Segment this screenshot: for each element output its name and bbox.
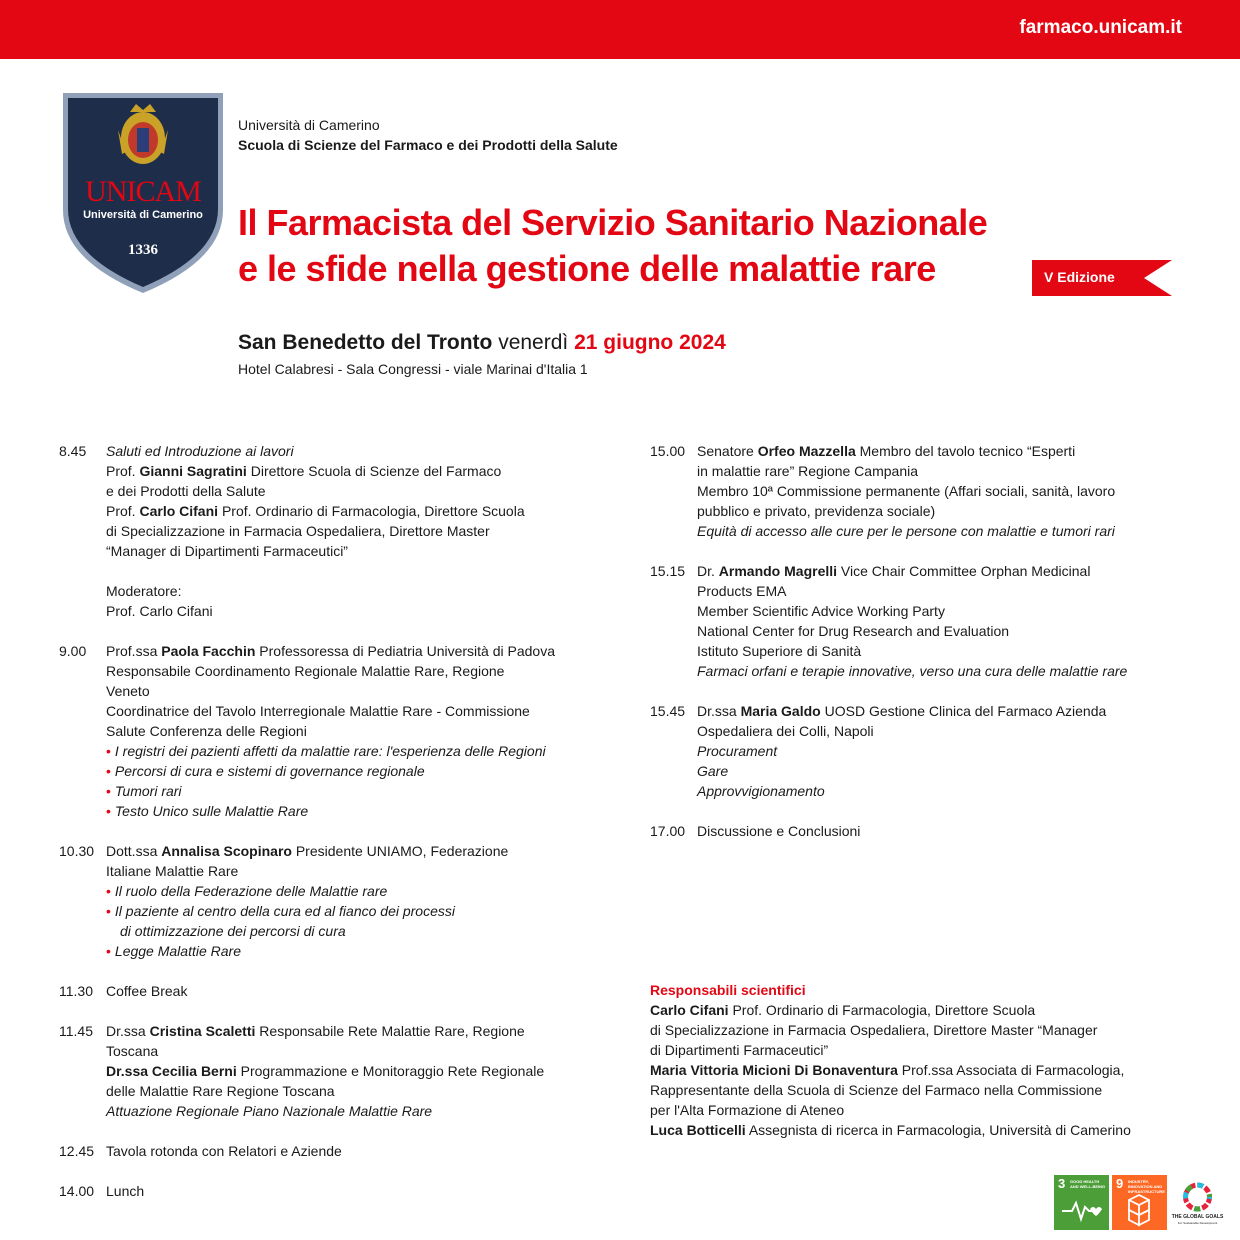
speaker-line: Dr. Armando Magrelli Vice Chair Committee Orphan Medicinal (697, 563, 1091, 579)
speaker-role: “Manager di Dipartimenti Farmaceutici” (106, 543, 348, 559)
speaker-line: Prof.ssa Paola Facchin Professoressa di Pediatria Università di Padova (106, 643, 555, 659)
program-item (59, 441, 599, 621)
program-item (59, 981, 599, 1001)
speaker-role: di Specializzazione in Farmacia Ospedaliera, Direttore Master (106, 523, 490, 539)
speaker-name: Dr.ssa Cecilia Berni (106, 1063, 237, 1079)
logo-year: 1336 (128, 242, 158, 258)
heartbeat-icon (1054, 1175, 1109, 1230)
edition-ribbon (1032, 260, 1172, 296)
committee-member-role: di Specializzazione in Farmacia Ospedaliera, Direttore Master “Manager (650, 1022, 1098, 1038)
program-time: 10.30 (59, 843, 95, 859)
topic-bullet: • Percorsi di cura e sistemi di governance regionale (106, 763, 425, 779)
speaker-name: Gianni Sagratini (139, 463, 247, 479)
speaker-line: Prof. Carlo Cifani Prof. Ordinario di Farmacologia, Direttore Scuola (106, 503, 525, 519)
topic-bullet: • Il ruolo della Federazione delle Malattie rare (106, 883, 388, 899)
edition-label: V Edizione (1044, 269, 1115, 285)
global-goals-badge (1170, 1175, 1225, 1230)
speaker-line: Prof. Gianni Sagratini Direttore Scuola di Scienze del Farmaco (106, 463, 502, 479)
speaker-role: Member Scientific Advice Working Party (697, 603, 945, 619)
title-line-2: e le sfide nella gestione delle malattie rare (238, 248, 936, 289)
site-link[interactable]: farmaco.unicam.it (1019, 17, 1182, 38)
speaker-name: Armando Magrelli (718, 563, 838, 579)
committee-member-role: Rappresentante della Scuola di Scienze del Farmaco nella Commissione (650, 1082, 1103, 1098)
speaker-role: e dei Prodotti della Salute (106, 483, 266, 499)
program-time: 8.45 (59, 443, 87, 459)
committee-member: Luca Botticelli Assegnista di ricerca in Farmacologia, Università di Camerino (650, 1122, 1131, 1138)
speaker-line: Dr.ssa Maria Galdo UOSD Gestione Clinica del Farmaco Azienda (697, 703, 1107, 719)
speaker-role: delle Malattie Rare Regione Toscana (106, 1083, 335, 1099)
sdg-9-badge (1112, 1175, 1167, 1230)
speaker-name: Annalisa Scopinaro (161, 843, 292, 859)
speaker-role: Products EMA (697, 583, 787, 599)
committee-member: Carlo Cifani Prof. Ordinario di Farmacologia, Direttore Scuola (650, 1002, 1036, 1018)
session-topic: Procurament (697, 743, 778, 759)
speaker-role: Salute Conferenza delle Regioni (106, 723, 307, 739)
sdg-badges (1054, 1175, 1225, 1230)
logo-subtitle: Università di Camerino (83, 209, 203, 221)
program-time: 17.00 (650, 823, 686, 839)
program-text: Discussione e Conclusioni (697, 823, 861, 839)
topic-bullet: • I registri dei pazienti affetti da malattie rare: l'esperienza delle Regioni (106, 743, 546, 759)
session-topic: Attuazione Regionale Piano Nazionale Malattie Rare (106, 1103, 433, 1119)
school-name: Scuola di Scienze del Farmaco e dei Prodotti della Salute (238, 137, 618, 153)
program-right-column (650, 441, 1190, 861)
sdg-label: GOOD HEALTH AND WELL-BEING (1070, 1179, 1106, 1189)
event-date: 21 giugno 2024 (574, 331, 726, 354)
committee-title: Responsabili scientifici (650, 982, 806, 998)
session-topic: Farmaci orfani e terapie innovative, verso una cura delle malattie rare (697, 663, 1128, 679)
program-item (59, 1141, 599, 1161)
topic-bullet: • Testo Unico sulle Malattie Rare (106, 803, 309, 819)
program-item (59, 641, 599, 821)
topic-bullet: • Legge Malattie Rare (106, 943, 241, 959)
program-item (650, 441, 1190, 541)
speaker-line: Senatore Orfeo Mazzella Membro del tavolo tecnico “Esperti (697, 443, 1076, 459)
moderator-name: Prof. Carlo Cifani (106, 603, 213, 619)
committee-member-role: per l'Alta Formazione di Ateneo (650, 1102, 845, 1118)
speaker-role: Coordinatrice del Tavolo Interregionale Malattie Rare - Commissione (106, 703, 530, 719)
sdg-number: 3 (1058, 1176, 1066, 1191)
program-item (650, 561, 1190, 681)
program-left-column (59, 441, 599, 1221)
logo-wordmark: UNICAM (85, 175, 201, 208)
weekday: venerdì (498, 331, 569, 354)
speaker-role: National Center for Drug Research and Evaluation (697, 623, 1010, 639)
session-topic: Equità di accesso alle cure per le persone con malattie e tumori rari (697, 523, 1115, 539)
event-title (238, 200, 987, 292)
speaker-name: Paola Facchin (161, 643, 256, 659)
program-time: 12.45 (59, 1143, 95, 1159)
program-time: 9.00 (59, 643, 87, 659)
venue: Hotel Calabresi - Sala Congressi - viale Marinai d'Italia 1 (238, 361, 588, 377)
speaker-role: Veneto (106, 683, 150, 699)
program-time: 14.00 (59, 1183, 95, 1199)
speaker-name: Cristina Scaletti (149, 1023, 256, 1039)
speaker-role: Istituto Superiore di Sanità (697, 643, 862, 659)
global-goals-label: THE GLOBAL GOALS (1171, 1214, 1224, 1220)
speaker-name: Orfeo Mazzella (757, 443, 856, 459)
speaker-line: Dr.ssa Cristina Scaletti Responsabile Rete Malattie Rare, Regione (106, 1023, 525, 1039)
university-name: Università di Camerino (238, 117, 380, 133)
program-time: 11.30 (59, 983, 93, 999)
global-goals-sublabel: For Sustainable Development (1177, 1221, 1218, 1225)
speaker-name: Carlo Cifani (139, 503, 219, 519)
committee-member-role: di Dipartimenti Farmaceutici” (650, 1042, 829, 1058)
program-item (59, 1021, 599, 1121)
speaker-role: pubblico e privato, previdenza sociale) (697, 503, 936, 519)
program-item (650, 701, 1190, 801)
speaker-role: Responsabile Coordinamento Regionale Malattie Rare, Regione (106, 663, 505, 679)
program-text: Tavola rotonda con Relatori e Aziende (106, 1143, 342, 1159)
speaker-line: Dr.ssa Cecilia Berni Programmazione e Monitoraggio Rete Regionale (106, 1063, 545, 1079)
speaker-role: Ospedaliera dei Colli, Napoli (697, 723, 874, 739)
speaker-role: Italiane Malattie Rare (106, 863, 239, 879)
topic-bullet: • Tumori rari (106, 783, 182, 799)
program-time: 15.45 (650, 703, 686, 719)
speaker-name: Maria Galdo (740, 703, 821, 719)
speaker-role: Toscana (106, 1043, 159, 1059)
top-bar (0, 0, 1240, 59)
moderator-label: Moderatore: (106, 583, 182, 599)
sdg-number: 9 (1116, 1176, 1124, 1191)
session-topic: Approvvigionamento (697, 783, 825, 799)
sdg-label: INDUSTRY, INNOVATION AND INFRASTRUCTURE (1128, 1179, 1165, 1194)
unicam-logo (60, 90, 226, 296)
topic-bullet: • Il paziente al centro della cura ed al fianco dei processi (106, 903, 455, 919)
place-date-line (238, 331, 726, 355)
scientific-committee (650, 980, 1131, 1140)
cubes-icon (1112, 1175, 1167, 1230)
program-text: Lunch (106, 1183, 145, 1199)
sdg-3-badge (1054, 1175, 1109, 1230)
program-time: 11.45 (59, 1023, 93, 1039)
committee-member: Maria Vittoria Micioni Di Bonaventura Prof.ssa Associata di Farmacologia, (650, 1062, 1125, 1078)
title-line-1: Il Farmacista del Servizio Sanitario Nazionale (238, 202, 988, 243)
city: San Benedetto del Tronto (238, 331, 493, 354)
program-item (59, 1181, 599, 1201)
speaker-line: Dott.ssa Annalisa Scopinaro Presidente UNIAMO, Federazione (106, 843, 509, 859)
session-topic: Saluti ed Introduzione ai lavori (106, 443, 294, 459)
program-time: 15.15 (650, 563, 686, 579)
session-topic: Gare (697, 763, 729, 779)
program-text: Coffee Break (106, 983, 188, 999)
program-time: 15.00 (650, 443, 686, 459)
topic-bullet-continued: di ottimizzazione dei percorsi di cura (120, 923, 346, 939)
speaker-role: Membro 10ª Commissione permanente (Affari sociali, sanità, lavoro (697, 483, 1116, 499)
program-item (59, 841, 599, 961)
program-item (650, 821, 1190, 841)
speaker-role: in malattie rare” Regione Campania (697, 463, 918, 479)
